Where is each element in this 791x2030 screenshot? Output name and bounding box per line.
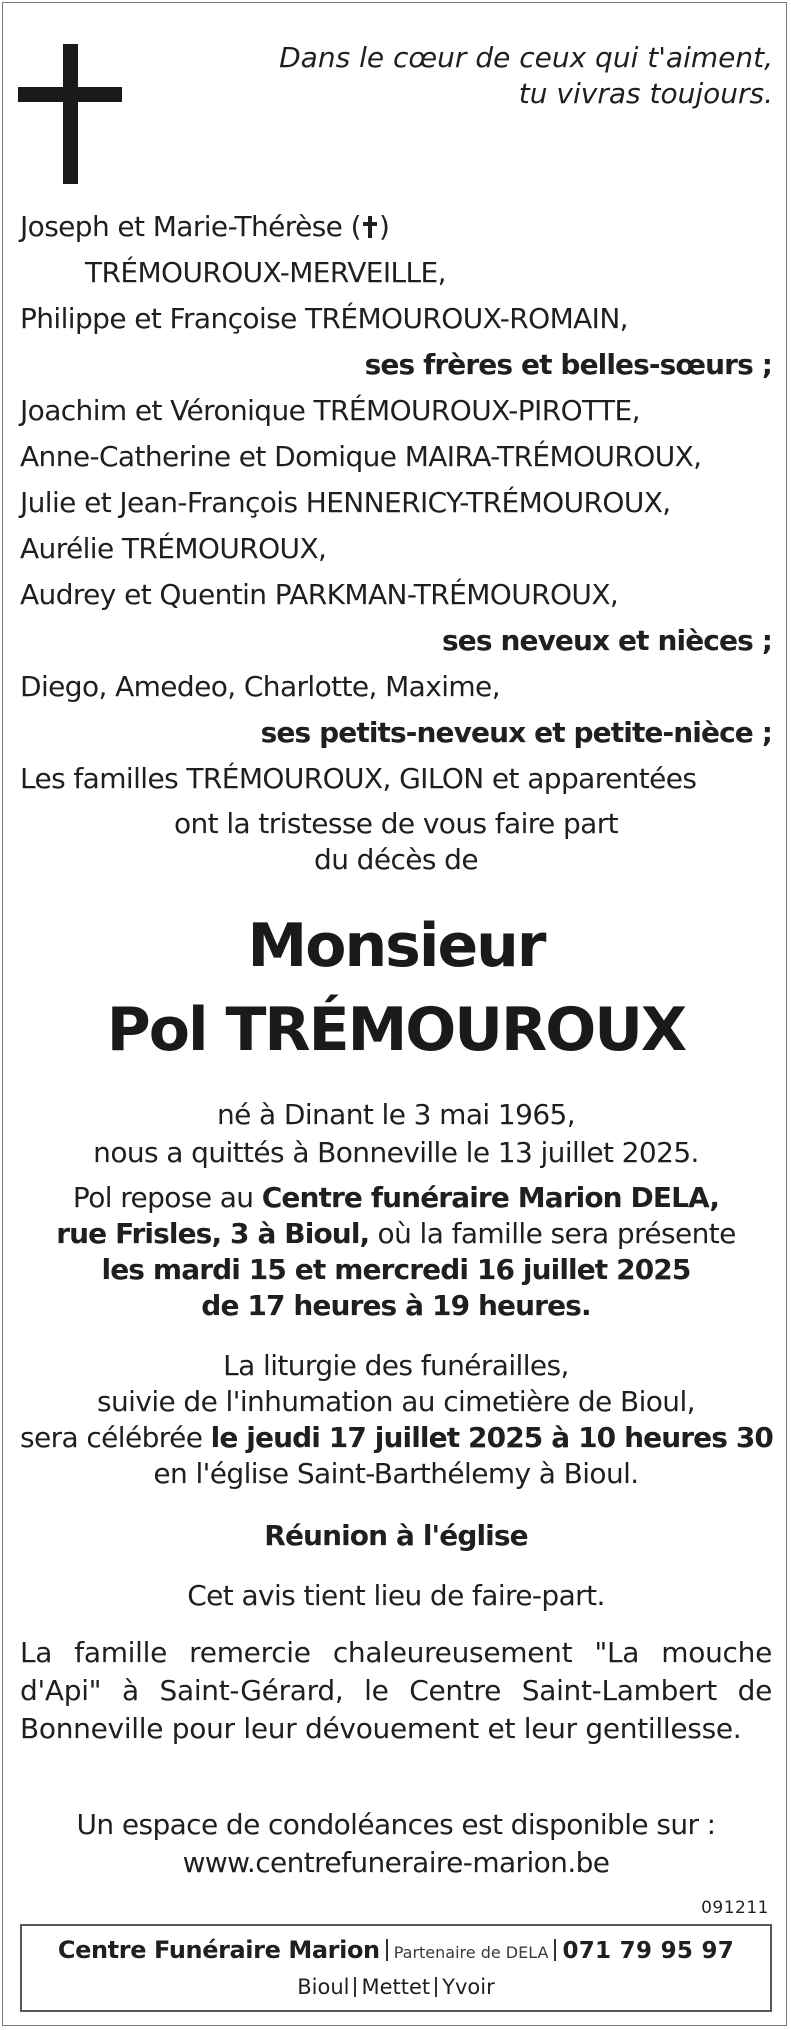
liturgy-line: suivie de l'inhumation au cimetière de Bioul, (97, 1385, 695, 1418)
announcement-line: du décès de (314, 843, 478, 876)
epigraph-line-2: tu vivras toujours. (518, 77, 773, 110)
death-line: nous a quittés à Bonneville le 13 juillet 2025. (93, 1136, 699, 1169)
family-line: Audrey et Quentin PARKMAN-TRÉMOUROUX, (20, 578, 619, 611)
location: Bioul (297, 1975, 350, 1999)
visitation-line (20, 1288, 772, 1324)
separator (435, 1977, 437, 1997)
visitation-hours: de 17 heures à 19 heures. (201, 1289, 591, 1322)
family-line: Julie et Jean-François HENNERICY-TRÉMOUROUX, (20, 486, 671, 519)
family-line (20, 204, 772, 250)
relation-label: ses neveux et nièces ; (441, 624, 772, 657)
funeral-home-row (22, 1934, 770, 1969)
announcement (20, 806, 772, 878)
location: Yvoir (442, 1975, 495, 1999)
thanks-paragraph: La famille remercie chaleureusement "La mouche d'Api" à Saint-Gérard, le Centre Saint-Lambert de Bonneville pour leur dévouement et leur gentillesse. (20, 1636, 772, 1745)
ceremony-datetime: le jeudi 17 juillet 2025 à 10 heures 30 (210, 1421, 774, 1454)
condolences-line: Un espace de condoléances est disponible sur : (76, 1808, 716, 1841)
separator (354, 1977, 356, 1997)
liturgy-line: La liturgie des funérailles, (223, 1349, 569, 1382)
liturgy-line: en l'église Saint-Barthélemy à Bioul. (153, 1457, 639, 1490)
reference-number: 091211 (701, 1898, 769, 1918)
family-line: Diego, Amedeo, Charlotte, Maxime, (20, 670, 500, 703)
family-text: Joseph et Marie-Thérèse ( (20, 210, 361, 243)
visitation-line (20, 1252, 772, 1288)
epigraph-line-1: Dans le cœur de ceux qui t'aiment, (279, 41, 773, 74)
liturgy-info (20, 1348, 772, 1492)
funeral-center-name: Centre funéraire Marion DELA, (261, 1181, 720, 1214)
funeral-home-partner: Partenaire de DELA (393, 1943, 549, 1962)
visitation-dates: les mardi 15 et mercredi 16 juillet 2025 (101, 1253, 691, 1286)
liturgy-line (20, 1420, 772, 1456)
visitation-info (20, 1180, 772, 1324)
family-line: Les familles TRÉMOUROUX, GILON et apparentées (20, 762, 697, 795)
funeral-center-address: rue Frisles, 3 à Bioul, (56, 1217, 370, 1250)
family-line: Joachim et Véronique TRÉMOUROUX-PIROTTE, (20, 394, 640, 427)
deceased-name-block (20, 904, 772, 1072)
deceased-name: Pol TRÉMOUROUX (106, 995, 686, 1065)
funeral-home-box (20, 1924, 772, 2012)
condolences-info (20, 1806, 772, 1882)
life-dates (20, 1096, 772, 1172)
notice-note: Cet avis tient lieu de faire-part. (187, 1579, 605, 1612)
visitation-text: Pol repose au (72, 1181, 262, 1214)
separator (386, 1939, 388, 1961)
visitation-line (20, 1180, 772, 1216)
visitation-text: où la famille sera présente (369, 1217, 736, 1250)
deceased-title: Monsieur (247, 911, 545, 981)
epigraph (279, 40, 773, 112)
birth-line: né à Dinant le 3 mai 1965, (216, 1098, 576, 1131)
condolences-url[interactable]: www.centrefuneraire-marion.be (182, 1846, 610, 1879)
liturgy-text: sera célébrée (20, 1421, 211, 1454)
funeral-home-name: Centre Funéraire Marion (57, 1936, 380, 1964)
separator (554, 1939, 556, 1961)
family-list (20, 204, 772, 802)
deceased-cross-icon (363, 216, 377, 238)
announcement-line: ont la tristesse de vous faire part (173, 807, 619, 840)
family-line: Anne-Catherine et Domique MAIRA-TRÉMOUROUX, (20, 440, 702, 473)
family-text: ) (378, 210, 390, 243)
family-line: Philippe et Françoise TRÉMOUROUX-ROMAIN, (20, 302, 628, 335)
funeral-home-locations (22, 1972, 770, 2002)
family-line: TRÉMOUROUX-MERVEILLE, (85, 256, 446, 289)
family-line: Aurélie TRÉMOUROUX, (20, 532, 327, 565)
funeral-home-phone: 071 79 95 97 (562, 1938, 735, 1964)
location: Mettet (361, 1975, 431, 1999)
cross-icon (18, 44, 122, 184)
visitation-line (20, 1216, 772, 1252)
relation-label: ses petits-neveux et petite-nièce ; (260, 716, 772, 749)
meeting-note: Réunion à l'église (264, 1519, 528, 1552)
relation-label: ses frères et belles-sœurs ; (364, 348, 772, 381)
